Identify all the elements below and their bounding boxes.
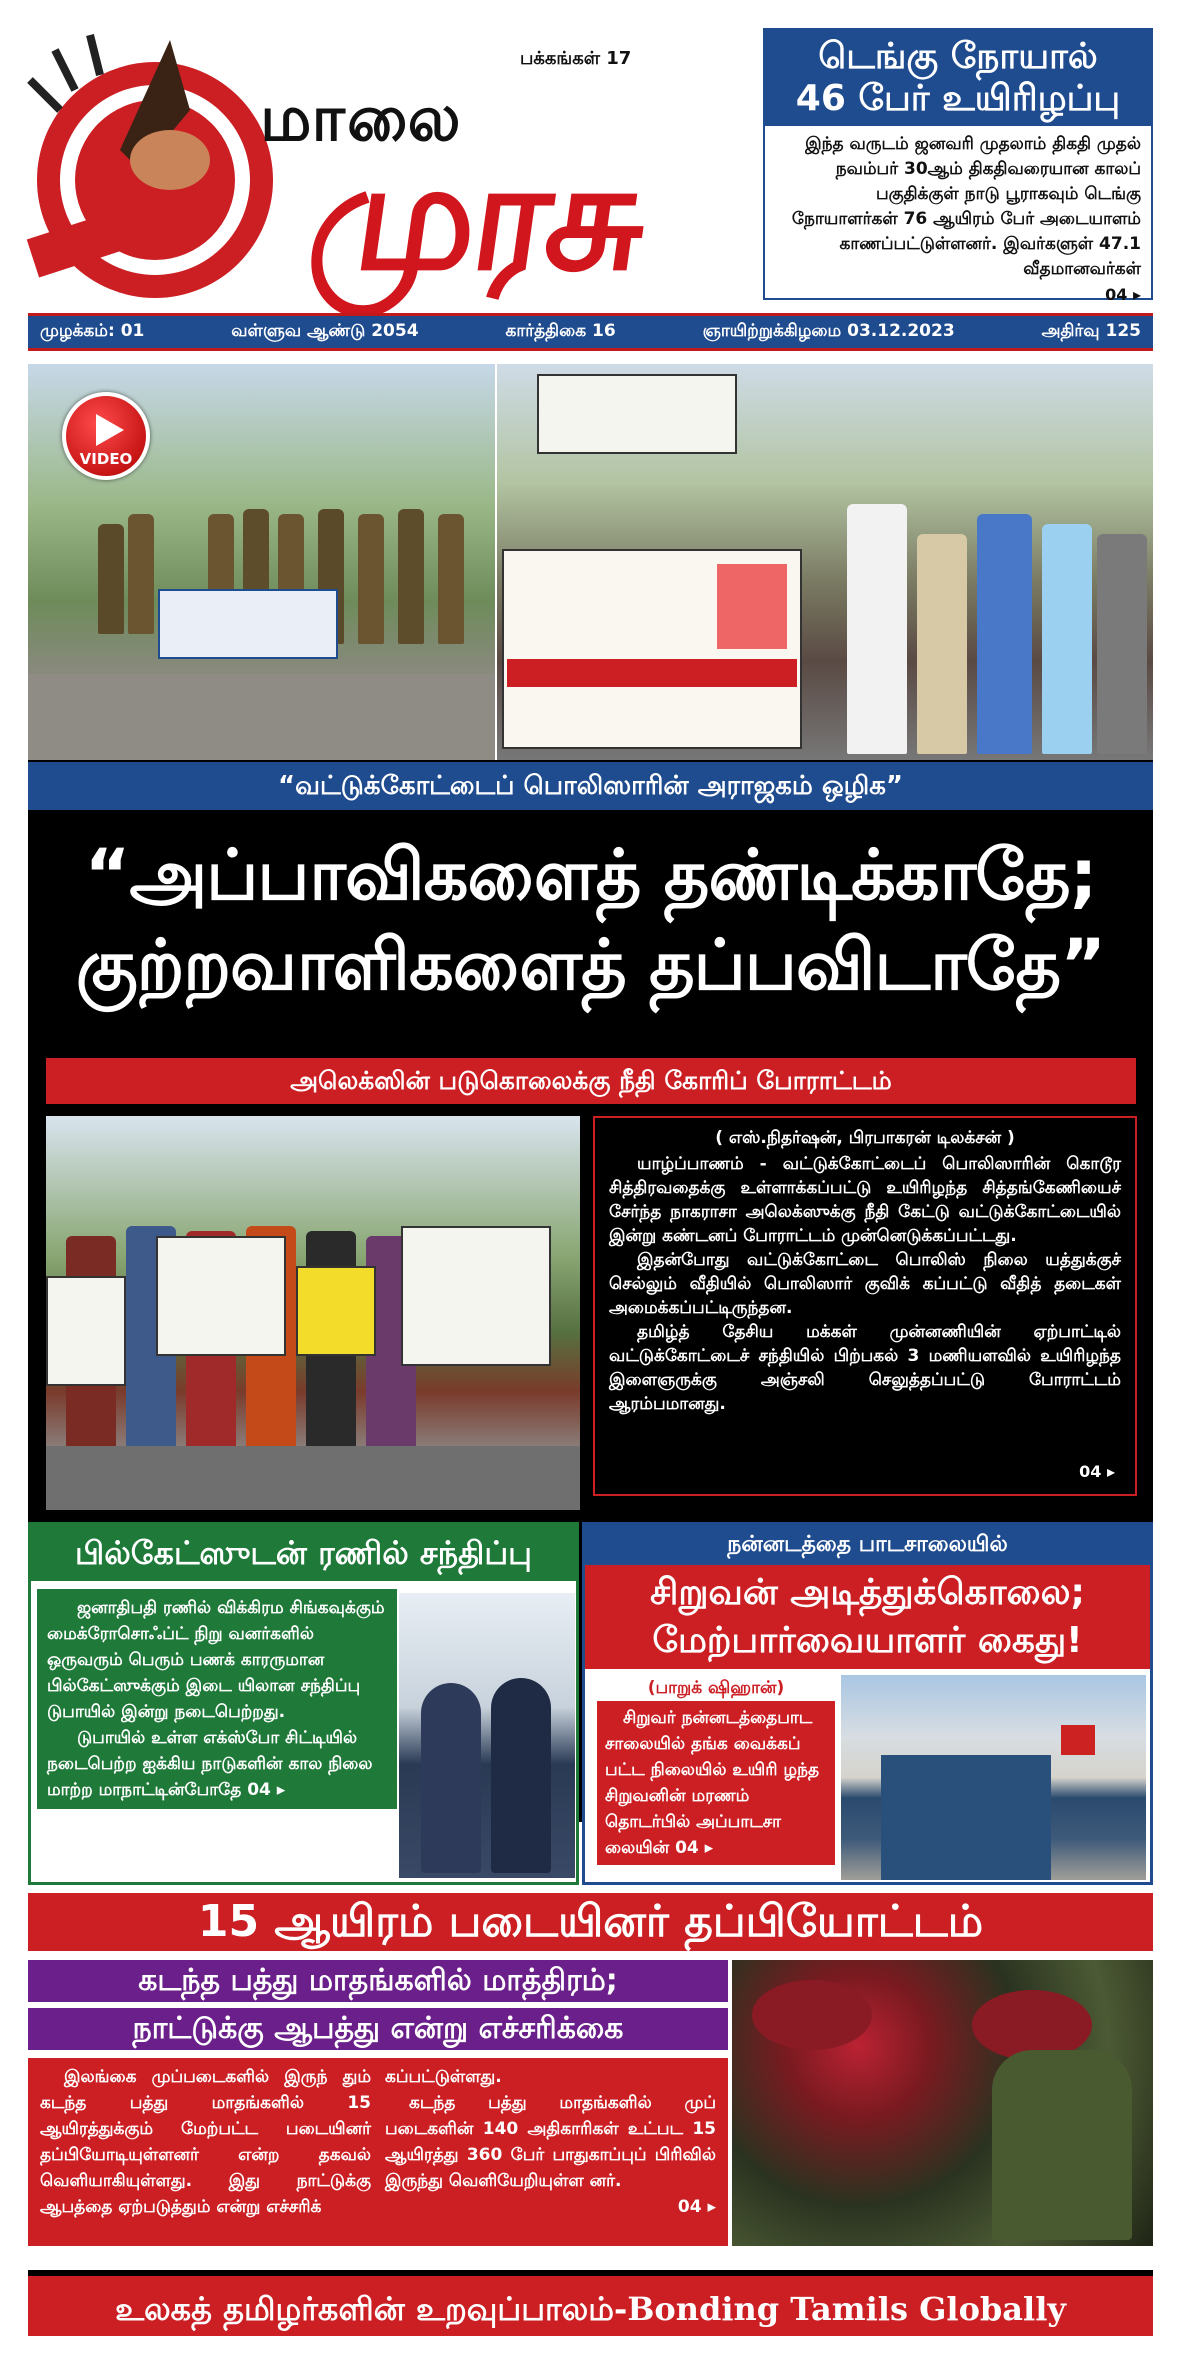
protest-banner-photo[interactable] — [497, 364, 1153, 760]
boy-headline-line2: மேற்பார்வையாளர் கைது! — [652, 1620, 1083, 1661]
army-sub-2: நாட்டுக்கு ஆபத்து என்று எச்சரிக்கை — [28, 2008, 728, 2050]
army-sub-1: கடந்த பத்து மாதங்களில் மாத்திரம்; — [28, 1960, 728, 2002]
main-page-ref[interactable]: 04 ▸ — [1079, 1462, 1115, 1481]
dengue-body — [765, 126, 1151, 314]
army-page-ref[interactable]: 04 — [677, 2197, 702, 2217]
page-count: பக்கங்கள் 17 — [520, 48, 632, 69]
main-para-2: இதன்போது வட்டுக்கோட்டை பொலிஸ் நிலை யத்துக்குச் செல்லும் வீதியில் பொலிஸார் குவிக் கப்பட்டு வீதித் தடைகள் அமைக்கப்பட்டிருந்தன. — [609, 1250, 1121, 1318]
gates-story-box[interactable] — [28, 1522, 579, 1885]
gates-headline: பில்கேட்ஸுடன் ரணில் சந்திப்பு — [31, 1525, 576, 1581]
dengue-title-line2: 46 பேர் உயிரிழப்பு — [795, 78, 1121, 119]
boy-kicker: நன்னடத்தை பாடசாலையில் — [585, 1525, 1150, 1565]
main-para-1: யாழ்ப்பாணம் - வட்டுக்கோட்டைப் பொலிஸாரின் கொடூர சித்திரவதைக்கு உள்ளாக்கப்பட்டு உயிரிழந்த சித்தங்கேணியைச் சேர்ந்த நாகராசா அலெக்ஸுக்கு நீதி கேட்டு வட்டுக்கோட்டையில் இன்று கண்டனப் போராட்டம் முன்னெடுக்கப்பட்டது. — [609, 1154, 1121, 1246]
army-col-2: கப்பட்டுள்ளது. கடந்த பத்து மாதங்களில் முப் படைகளின் 140 அதிகாரிகள் உட்பட 15 ஆயிரத்து 360 பேர் பாதுகாப்புப் பிரிவில் இருந்து வெளியேறியுள்ள னர். 04 ▸ — [385, 2067, 716, 2217]
main-headline-line2: குற்றவாளிகளைத் தப்பவிடாதே” — [75, 924, 1106, 1006]
dengue-title — [765, 30, 1151, 126]
gates-para-1: ஜனாதிபதி ரணில் விக்கிரம சிங்கவுக்கும் மைக்ரோசொஃப்ட் நிறு வனர்களில் ஒருவரும் பெரும் பணக் காரருமான பில்கேட்ஸுக்கும் இடை யிலான சந்திப்பு டுபாயில் இன்று நடைபெற்றது. — [47, 1598, 385, 1722]
gates-para-2: டுபாயில் உள்ள எக்ஸ்போ சிட்டியில் நடைபெற்ற ஐக்கிய நாடுகளின் கால நிலை மாற்ற மாநாட்டின்போதே 04 ▸ — [47, 1728, 373, 1800]
school-gate-photo[interactable] — [841, 1675, 1146, 1880]
dengue-page-ref[interactable]: 04 — [1105, 285, 1128, 304]
main-byline: ( எஸ்.நிதர்ஷன், பிரபாகரன் டிலக்சன் ) — [715, 1128, 1015, 1148]
main-story-text — [593, 1116, 1137, 1496]
arrow-right-icon: ▸ — [1127, 285, 1141, 304]
tamil-year: வள்ளுவ ஆண்டு 2054 — [231, 321, 419, 341]
main-subhead: அலெக்ஸின் படுகொலைக்கு நீதி கோரிப் போராட்டம் — [46, 1058, 1136, 1104]
army-headline[interactable]: 15 ஆயிரம் படையினர் தப்பியோட்டம் — [28, 1893, 1153, 1951]
main-headline[interactable] — [28, 830, 1153, 1010]
boy-story-box[interactable] — [582, 1522, 1153, 1885]
boy-page-ref[interactable]: 04 — [675, 1838, 699, 1858]
gates-meeting-photo[interactable] — [399, 1593, 575, 1878]
play-icon — [96, 414, 124, 446]
main-para-3: தமிழ்த் தேசிய மக்கள் முன்னணியின் ஏற்பாட்டில் வட்டுக்கோட்டைச் சந்தியில் பிற்பகல் 3 மணியளவில் உயிரிழந்த இளைஞருக்கு அஞ்சலி செலுத்தப்பட்டு போராட்டம் ஆரம்பமானது. — [609, 1322, 1121, 1414]
boy-byline: (பாறுக் ஷிஹான்) — [647, 1678, 785, 1698]
dengue-title-line1: டெங்கு நோயால் — [818, 36, 1098, 77]
main-kicker: “வட்டுக்கோட்டைப் பொலிஸாரின் அராஜகம் ஒழிக” — [28, 762, 1153, 810]
main-headline-line1: “அப்பாவிகளைத் தண்டிக்காதே; — [84, 834, 1097, 916]
issue-number: முழக்கம்: 01 — [40, 321, 145, 341]
boy-body: சிறுவர் நன்னடத்தைபாட சாலையில் தங்க வைக்கப் பட்ட நிலையில் உயிரி ழந்த சிறுவனின் மரணம் தொடர்பில் அப்பாடசா லையின் 04 ▸ — [597, 1701, 835, 1865]
masthead-maalai: மாலை — [260, 82, 463, 156]
gates-page-ref[interactable]: 04 — [247, 1780, 271, 1800]
info-bar — [28, 313, 1153, 351]
army-text — [28, 2058, 728, 2246]
edition-number: அதிர்வு 125 — [1041, 321, 1141, 341]
tamil-date: கார்த்திகை 16 — [505, 321, 616, 341]
boy-headline-line1: சிறுவன் அடித்துக்கொலை; — [650, 1572, 1085, 1613]
video-label: VIDEO — [79, 450, 133, 468]
footer-tagline: உலகத் தமிழர்களின் உறவுப்பாலம்-Bonding Tamils Globally — [28, 2270, 1153, 2336]
masthead — [20, 20, 760, 320]
boy-headline — [585, 1565, 1150, 1669]
dengue-box[interactable] — [763, 28, 1153, 304]
army-col-1: இலங்கை முப்படைகளில் இருந் தும் கடந்த பத்து மாதங்களில் 15 ஆயிரத்துக்கும் மேற்பட்ட படையினர் தப்பியோடியுள்ளனர் என்ற தகவல் வெளியாகியுள்ளது. இது நாட்டுக்கு ஆபத்தை ஏற்படுத்தும் என்று எச்சரிக் — [40, 2067, 371, 2217]
soldiers-photo[interactable] — [732, 1960, 1153, 2246]
protesters-placards-photo[interactable] — [46, 1116, 580, 1510]
drum-logo-icon — [20, 20, 350, 310]
gates-text — [37, 1589, 397, 1809]
boy-text — [597, 1675, 835, 1865]
weekday-date: ஞாயிற்றுக்கிழமை 03.12.2023 — [702, 321, 955, 341]
masthead-murasu: முரசு — [299, 130, 654, 304]
video-play-button[interactable] — [62, 392, 150, 480]
dengue-text: இந்த வருடம் ஜனவரி முதலாம் திகதி முதல் நவம்பர் 30ஆம் திகதிவரையான காலப் பகுதிக்குள் நாடு பூராகவும் டெங்கு நோயாளர்கள் 76 ஆயிரம் பேர் அடையாளம் காணப்பட்டுள்ளனர். இவர்களுள் 47.1 வீதமானவர்கள் — [791, 134, 1141, 279]
